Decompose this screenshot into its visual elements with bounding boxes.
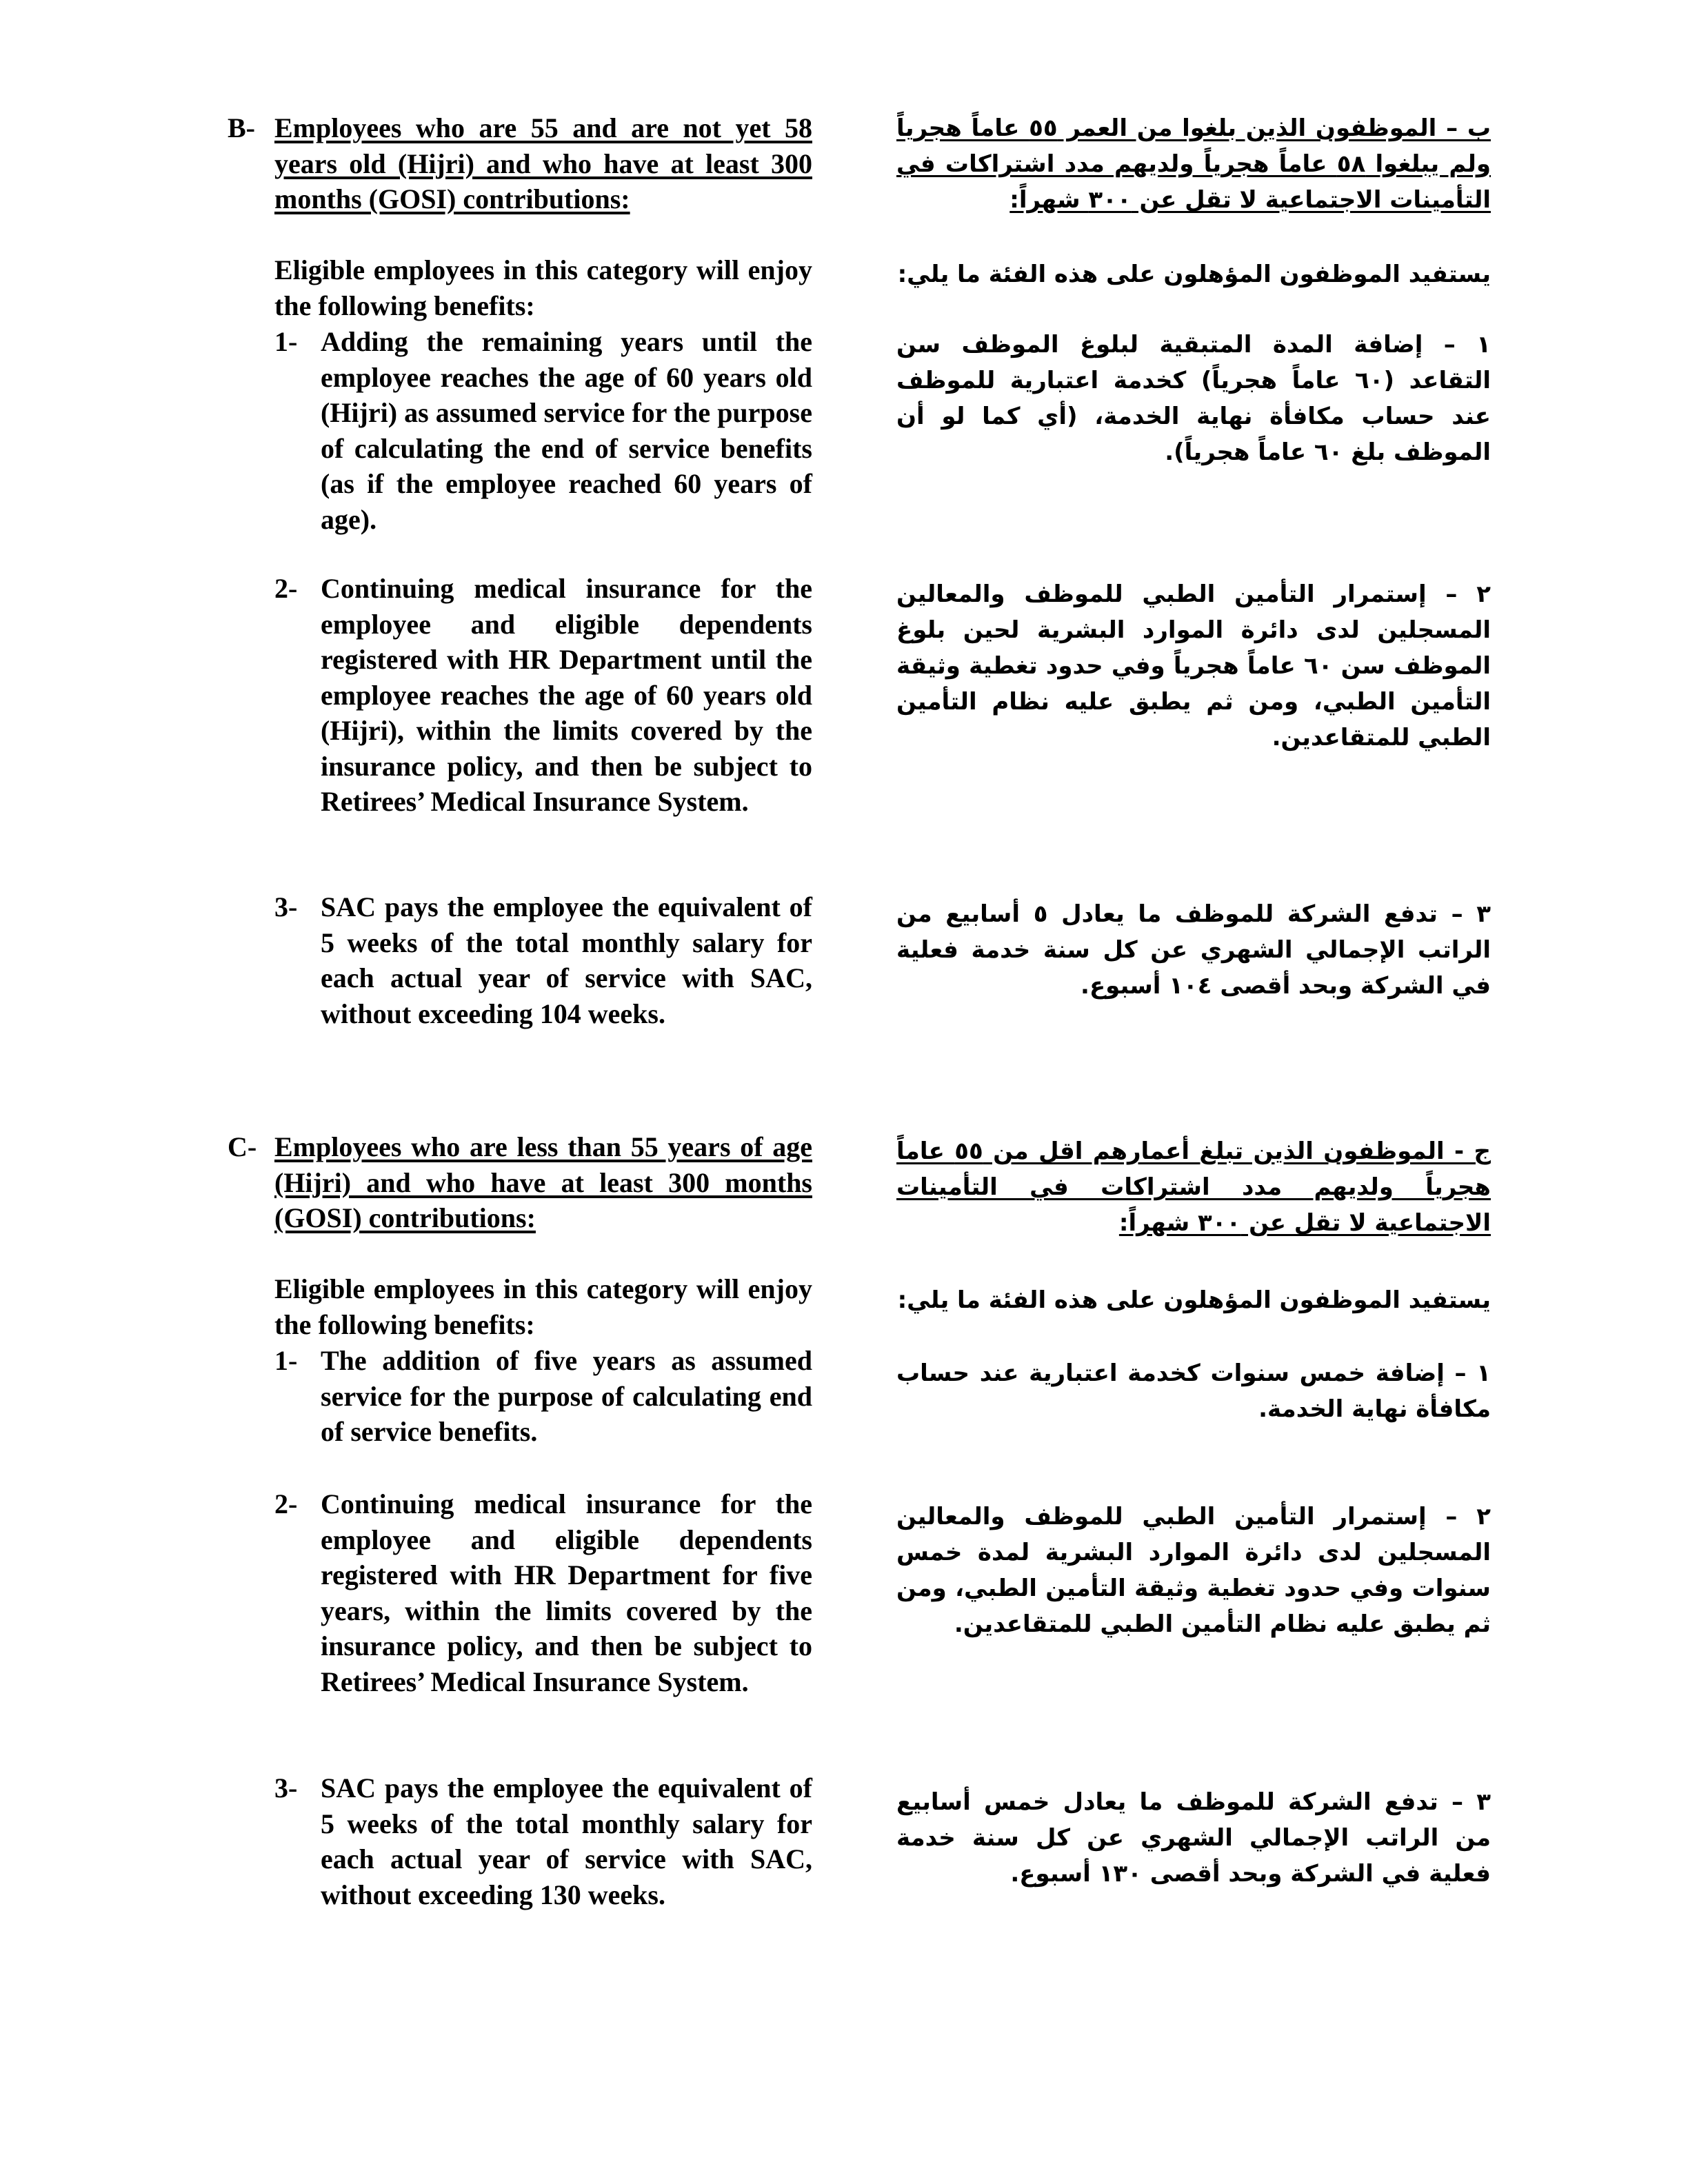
section-c-item-2-en — [274, 1486, 812, 1699]
item-text: SAC pays the employee the equivalent of 5 weeks of the total monthly salary for each actual year of service with SAC, without exceeding 104 weeks. — [321, 891, 812, 1029]
section-c-item-1-en — [274, 1343, 812, 1450]
section-c-item-2-ar: ٢ – إستمرار التأمين الطبي للموظف والمعالين المسجلين لدى دائرة الموارد البشرية لمدة خمس سنوات وفي حدود تغطية وثيقة التأمين الطبي، ومن ثم يطبق عليه نظام التأمين الطبي للمتقاعدين. — [896, 1503, 1491, 1638]
section-c-letter: C- — [228, 1131, 257, 1162]
section-c-intro-ar: يستفيد الموظفون المؤهلون على هذه الفئة ما يلي: — [897, 1286, 1491, 1314]
section-b-item-2-en — [274, 571, 812, 820]
section-c-item-3-ar: ٣ – تدفع الشركة للموظف ما يعادل خمس أسابيع من الراتب الإجمالي الشهري عن كل سنة خدمة فعلية في الشركة وبحد أقصى ١٣٠ أسبوع. — [896, 1788, 1491, 1888]
item-text: The addition of five years as assumed service for the purpose of calculating end of service benefits. — [321, 1345, 812, 1447]
item-number: 3- — [274, 891, 298, 922]
item-text: Adding the remaining years until the employee reaches the age of 60 years old (Hijri) as assumed service for the purpose of calculating the end of service benefits (as if the employee reached 60 years of age). — [321, 326, 812, 535]
section-b-intro-ar: يستفيد الموظفون المؤهلون على هذه الفئة ما يلي: — [897, 261, 1491, 288]
item-number: 1- — [274, 326, 298, 357]
arabic-column — [896, 110, 1491, 1972]
section-b-item-1-en — [274, 324, 812, 537]
section-b-heading-ar: ب – الموظفون الذين بلغوا من العمر ٥٥ عاماً هجرياً ولم يبلغوا ٥٨ عاماً هجرياً ولديهم مدد اشتراكات في التأمينات الاجتماعية لا تقل عن ٣٠٠ شهراً: — [896, 114, 1491, 214]
section-b-item-1-ar: ١ – إضافة المدة المتبقية لبلوغ الموظف سن التقاعد (٦٠ عاماً هجرياً) كخدمة اعتبارية للموظف عند حساب مكافأة نهاية الخدمة، (أي كما لو أن الموظف بلغ ٦٠ عاماً هجرياً). — [896, 331, 1491, 466]
english-column — [228, 110, 821, 1972]
section-c-item-3-en — [274, 1770, 812, 1912]
item-text: SAC pays the employee the equivalent of 5 weeks of the total monthly salary for each actual year of service with SAC, without exceeding 130 weeks. — [321, 1772, 812, 1910]
section-b-item-3-en — [274, 889, 812, 1031]
section-c-item-1-ar: ١ – إضافة خمس سنوات كخدمة اعتبارية عند حساب مكافأة نهاية الخدمة. — [896, 1359, 1491, 1423]
section-b-heading-en — [228, 110, 814, 217]
item-number: 2- — [274, 573, 298, 604]
section-c-heading-text: Employees who are less than 55 years of age (Hijri) and who have at least 300 months (GOSI) contributions: — [274, 1131, 812, 1233]
section-b-heading-text: Employees who are 55 and are not yet 58 years old (Hijri) and who have at least 300 months (GOSI) contributions: — [274, 112, 812, 214]
section-c-intro-en: Eligible employees in this category will enjoy the following benefits: — [274, 1273, 812, 1340]
item-number: 1- — [274, 1345, 298, 1376]
section-c-heading-ar: ج - الموظفون الذين تبلغ أعمارهم اقل من ٥٥ عاماً هجرياً ولديهم مدد اشتراكات في التأمينات الاجتماعية لا تقل عن ٣٠٠ شهراً: — [896, 1138, 1491, 1237]
section-b-item-2-ar: ٢ – إستمرار التأمين الطبي للموظف والمعالين المسجلين لدى دائرة الموارد البشرية لحين بلوغ الموظف سن ٦٠ عاماً هجرياً وفي حدود تغطية وثيقة التأمين الطبي، ومن ثم يطبق عليه نظام التأمين الطبي للمتقاعدين. — [896, 580, 1491, 751]
item-number: 2- — [274, 1488, 298, 1519]
section-b-item-3-ar: ٣ – تدفع الشركة للموظف ما يعادل ٥ أسابيع من الراتب الإجمالي الشهري عن كل سنة خدمة فعلية في الشركة وبحد أقصى ١٠٤ أسبوع. — [896, 900, 1491, 1000]
section-b-intro-en: Eligible employees in this category will enjoy the following benefits: — [274, 254, 812, 321]
item-text: Continuing medical insurance for the employee and eligible dependents registered with HR Department for five years, within the limits covered by the insurance policy, and then be subject to Retirees’ Medical Insurance System. — [321, 1488, 812, 1697]
item-number: 3- — [274, 1772, 298, 1803]
section-b-letter: B- — [228, 112, 255, 143]
section-c-heading-en — [228, 1129, 814, 1236]
item-text: Continuing medical insurance for the employee and eligible dependents registered with HR Department until the employee reaches the age of 60 years old (Hijri), within the limits covered by the insurance policy, and then be subject to Retirees’ Medical Insurance System. — [321, 573, 812, 817]
